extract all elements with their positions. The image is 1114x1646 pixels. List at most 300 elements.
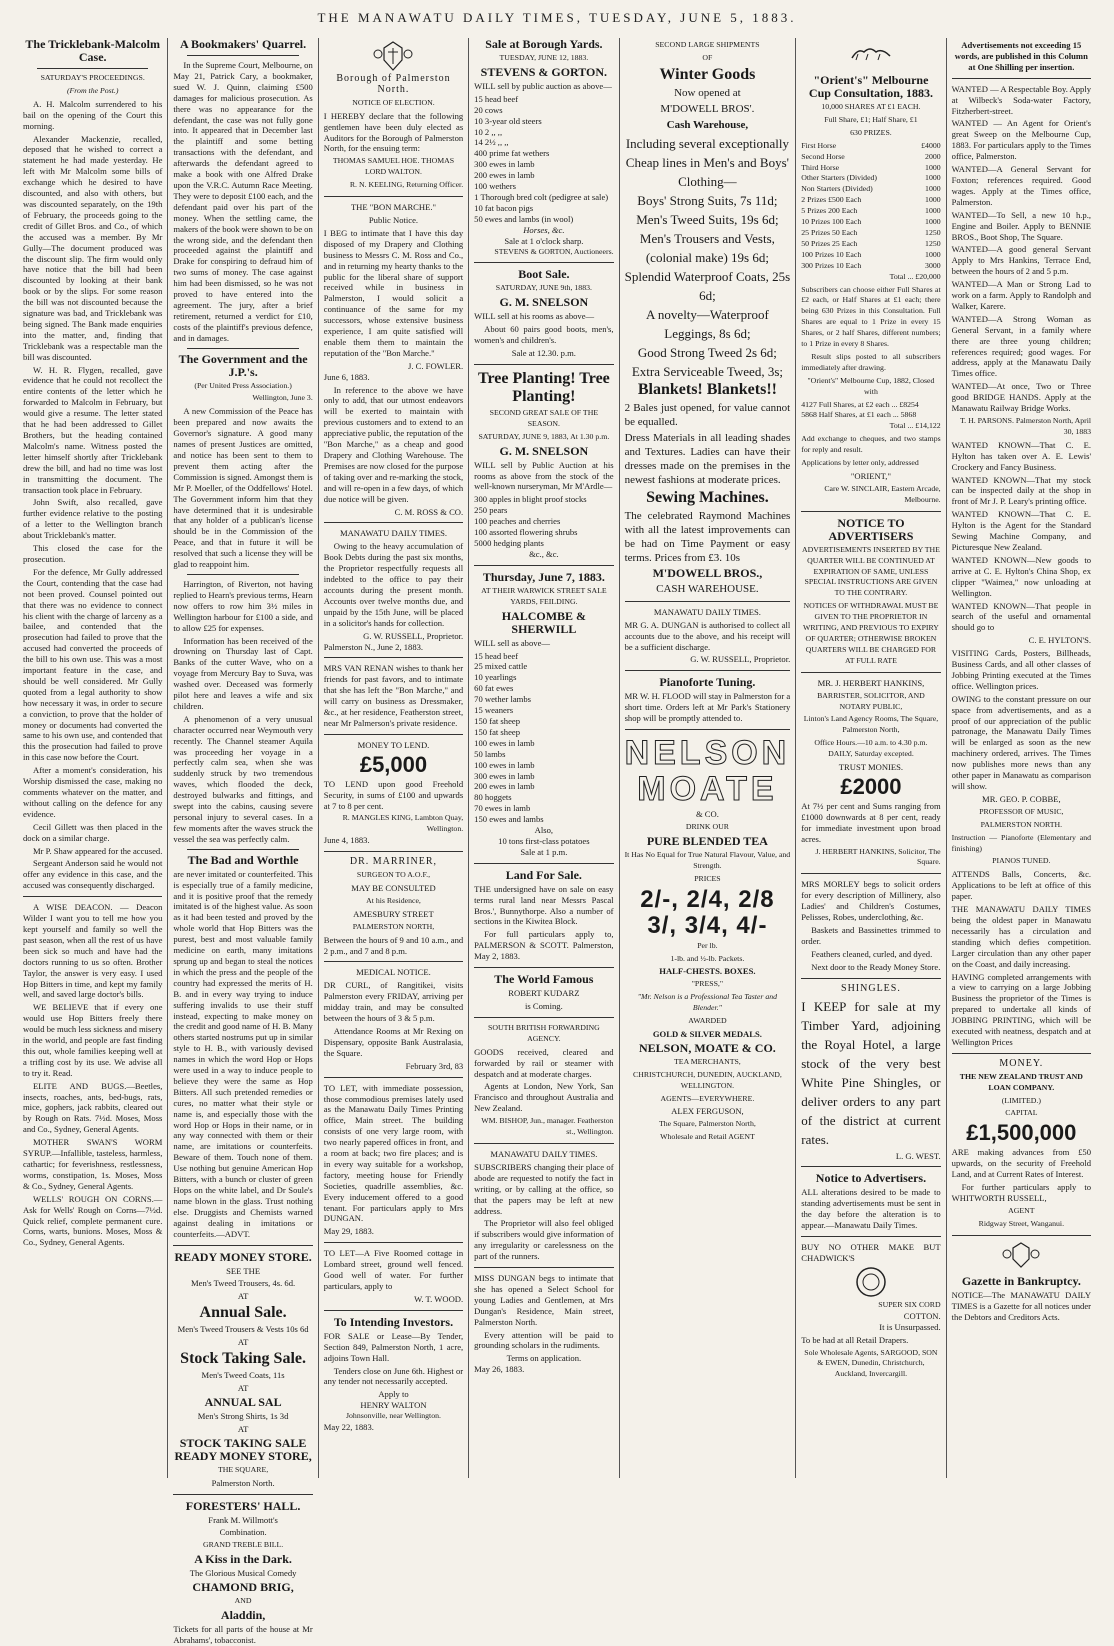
paragraph: BUY NO OTHER MAKE BUT CHADWICK'S xyxy=(801,1242,941,1263)
list-item: 400 prime fat wethers xyxy=(474,148,550,159)
column-5 xyxy=(620,38,797,1478)
ad-line: PRICES xyxy=(694,873,721,883)
classified-ad: WANTED — A Respectable Boy. Apply at Wilbeck's Soda-water Factory, Fitzherbert-street. xyxy=(951,83,1092,116)
masthead xyxy=(0,0,1114,38)
paragraph: For full particulars apply to, PALMERSON & SCOTT. Palmerston, May 2, 1883. xyxy=(474,929,614,962)
paragraph: The celebrated Raymond Machines with all the latest improvements can be had on Time Payment or easy terms. Prices from £3. 10s xyxy=(624,509,791,564)
paragraph: Applications by letter only, addressed xyxy=(801,458,919,468)
ad-heading: STEVENS & GORTON. xyxy=(480,64,608,79)
ad-line: Office Hours.—10 a.m. to 4.30 p.m. DAILY, Saturday excepted. xyxy=(814,738,928,759)
prize-label: 50 Prizes 25 Each xyxy=(801,238,858,248)
date: Palmerston N., June 2, 1883. xyxy=(323,641,424,652)
article-title: The Tricklebank-Malcolm Case. xyxy=(25,37,160,64)
article-title: The Bad and Worthle xyxy=(187,852,299,867)
ad-heading: MEDICAL NOTICE. xyxy=(356,967,431,978)
ad-line: A novelty—Waterproof Leggings, 8s 6d; xyxy=(646,306,769,341)
ad-line: Apply to xyxy=(378,1389,409,1400)
table-row xyxy=(801,261,940,272)
prize-amount: 3000 xyxy=(925,260,941,270)
paragraph: John Swift, also recalled, gave further evidence relative to the posting of a letter to the Wellington branch about Tricklebank's matter. xyxy=(23,497,163,541)
paragraph: For the defence, Mr Gully addressed the Court, contending that the case had not been proved. Counsel pointed out that there was no evidence to connect his client with the charge of larceny as a bailee, and contended that the prosecution had failed to prove that the accused had converted the proceeds of the bill to his own use. This was a most important feature in the case, and should be well considered. Mr Gully quoted from a legal authority to show how necessary it was, in order to secure a conviction, to prove that the holder of money or documents had converted the same to his own use, and contended that this the prosecution had failed to prove in this case now before the Court. xyxy=(23,566,163,763)
ad-heading: THE "BON MARCHE." xyxy=(350,202,437,213)
ad-amount: £5,000 xyxy=(359,751,428,777)
ad-heading: G. M. SNELSON xyxy=(499,295,589,310)
ad-heading: NELSON, MOATE & CO. xyxy=(639,1040,776,1055)
ad-heading: Tree Planting! Tree Planting! xyxy=(477,369,610,405)
ad-heading: READY MONEY STORE. xyxy=(174,1249,312,1264)
list-item: 150 fat sheep xyxy=(474,715,520,726)
ad-heading: FORESTERS' HALL. xyxy=(185,1498,301,1513)
ad-heading: Aladdin, xyxy=(220,1608,266,1623)
paragraph: MOTHER SWAN'S WORM SYRUP.—Infallible, tasteless, harmless, cathartic; for feverishness, restlessness, worms, constipation, 1s. Moses, Moss & Co., Sydney, General Agents. xyxy=(23,1137,163,1191)
article-title: The Government and the J.P.'s. xyxy=(178,351,308,379)
paragraph: MRS VAN RENAN wishes to thank her friends for past favors, and to intimate that she has left the "Bon Marche," and will carry on business as Dressmaker, &c., at her residence, Featherston street, near Mr Palmerson's private residence. xyxy=(323,663,464,728)
table-row xyxy=(801,152,940,163)
ad-line: AWARDED xyxy=(688,1016,727,1026)
ad-heading: To Intending Investors. xyxy=(333,1314,454,1329)
ad-heading: MONEY. xyxy=(999,1057,1044,1069)
ad-heading: Pianoforte Tuning. xyxy=(659,675,756,690)
paragraph: WILL sell at his rooms as above— xyxy=(474,311,595,322)
ad-line: 4127 Full Shares, at £2 each ... £8254 xyxy=(801,399,919,409)
ad-line: Full Share, £1; Half Share, £1 xyxy=(824,114,918,124)
signature: L. G. WEST. xyxy=(895,1150,941,1161)
prize-table xyxy=(801,141,940,272)
ad-heading: MONEY TO LEND. xyxy=(357,739,430,750)
ad-line: SUPER SIX CORD xyxy=(878,1299,941,1309)
ad-line: 10,000 SHARES AT £1 EACH. xyxy=(821,102,921,111)
item-list xyxy=(474,494,613,549)
signature: J. C. FOWLER. xyxy=(408,360,464,371)
ad-logo: NELSON xyxy=(624,734,791,773)
paragraph: WILL sell by Public Auction at his rooms as above from the stock of the well-known nurseryman, Mr M'Ardle— xyxy=(474,459,614,492)
paragraph: A WISE DEACON. — Deacon Wilder I want you to tell me how you kept yourself and family so well the past season, when all the rest of us have been sick so much and have had the doctors running to us so often. Brother Taylor, the answer is very easy. I used Hop Bitters in time, and kept my family well, and saved large doctor's bills. xyxy=(23,902,163,1000)
paragraph: Alexander Mackenzie, recalled, deposed that he wished to correct a statement he had made yesterday. He left with Mr Malcolm some bills of exchange which he desired to have discounted, and also with others, but was discounted separately, on the 19th of February, the proceeds going to the credit of Gillet Bros. and Co., of which the accused was a member. By Mr Gully—The document produced was the discount slip. The firm would only have notice that the bill had been discounted by looking at their bank book or by the slips. For some reason the bill was not discounted because the signature was bad, and Tricklebank was being signed. The Bank made enquiries into the matter, and, finding that Tricklebank was a respectable man the bill was discounted. xyxy=(23,133,163,362)
classified-ad: WANTED KNOWN—New goods to arrive at C. E. Hylton's China Shop, ex clipper "Waimea," now unloading at Wellington. xyxy=(951,554,1092,598)
column-2 xyxy=(168,37,318,1645)
ad-line: The Glorious Musical Comedy xyxy=(189,1568,297,1579)
ad-line: AT xyxy=(237,1291,249,1302)
classified-ad: WANTED—A good general Servant Apply to Mrs Hankins, Terrace End, between the hours of 2 and 5 p.m. xyxy=(951,244,1092,277)
column-7 xyxy=(947,38,1096,1478)
paragraph: Mr P. Shaw appeared for the accused. xyxy=(33,845,163,856)
paragraph: TO LEND upon good Freehold Security, in sums of £100 and upwards at 7 to 8 per cent. xyxy=(323,778,464,811)
ad-line: Combination. xyxy=(219,1527,267,1538)
paragraph: DR CURL, of Rangitikei, visits Palmerston every FRIDAY, arriving per midday train, and may be consulted between the hours of 3 & 5 p.m. xyxy=(323,980,464,1024)
list-item: 25 mixed cattle xyxy=(474,661,528,672)
list-item: 60 fat ewes xyxy=(474,683,514,694)
paragraph: GOODS received, cleared and forwarded by rail or steamer with despatch and at moderate charges. xyxy=(474,1046,614,1079)
list-item: 14 2½ ,, ,, xyxy=(474,137,509,148)
prize-label: Second Horse xyxy=(801,151,845,161)
prize-label: 25 Prizes 50 Each xyxy=(801,227,858,237)
ad-line: "Mr. Nelson is a Professional Tea Taster and Blender." xyxy=(637,992,778,1013)
paragraph: Owing to the heavy accumulation of Book Debts during the past six months, the Proprietor respectfully requests all indebted to the office to pay their accounts during the present month. Accounts over twelve months due, and unpaid by the 15th June, will be placed in a solicitor's hands for collection. xyxy=(323,541,464,628)
ad-line: Horses, &c. xyxy=(523,224,565,235)
paragraph: Feathers cleaned, curled, and dyed. xyxy=(811,948,933,959)
ad-heading: SOUTH BRITISH FORWARDING AGENCY. xyxy=(487,1022,600,1043)
ad-line: Terms on application. xyxy=(506,1353,582,1364)
paragraph: To be had at all Retail Drapers. xyxy=(801,1334,909,1345)
paragraph: Attendance Rooms at Mr Rexing on Dispensary, opposite Bank Australasia, the Square. xyxy=(323,1025,464,1058)
paragraph: 2 Bales just opened, for value cannot be equalled. xyxy=(624,401,791,428)
column-6 xyxy=(796,38,946,1478)
ad-line: PALMERSTON NORTH, xyxy=(352,921,435,931)
paragraph: FOR SALE or Lease—By Tender, Section 849, Palmerston North, 1 acre, adjoins Town Hall. xyxy=(323,1330,464,1363)
ad-heading: A Kiss in the Dark. xyxy=(194,1552,292,1567)
paragraph: NOTICES OF WITHDRAWAL MUST BE GIVEN TO THE PROPRIETOR IN WRITING, AND PREVIOUS TO EXPIRY OF QUARTER; OTHERWISE BROKEN QUARTERS WILL BE CHARGED FOR AT FULL RATE xyxy=(802,601,939,665)
ad-line: SECOND GREAT SALE OF THE SEASON. xyxy=(489,407,599,428)
paragraph: A new Commission of the Peace has been prepared and now awaits the Governor's signature. A good many names of present Justices are omitted, and notice has been sent to them to prevent them acting after the Commission is signed. Amongst them is Mr P. Moeller, of the Oddfellows' Hotel. The Government inform him that they have determined that it is undesirable that any holder of a publican's license should be in the Commission of the Peace, and that in future it will be resolved that such a license they will be glad to reappoint him. xyxy=(173,406,313,570)
classified-ad: WANTED—A Man or Strong Lad to work on a farm. Apply to Randolph and Walker, Karere. xyxy=(951,279,1092,311)
ad-line: Frank M. Willmott's xyxy=(208,1514,278,1525)
ad-line: Also, xyxy=(534,825,554,836)
prize-amount: 1250 xyxy=(925,227,941,237)
ad-heading: Public Notice. xyxy=(368,214,419,225)
list-item: 15 head beef xyxy=(474,650,519,661)
ad-line: AT THEIR WARWICK STREET SALE YARDS, FEILDING. xyxy=(481,585,607,606)
ad-line: "PRESS," xyxy=(691,979,724,989)
ad-heading: DR. MARRINER, xyxy=(349,856,438,868)
date: June 4, 1883. xyxy=(323,835,370,846)
paragraph: TO LET—A Five Roomed cottage in Lombard street, ground well fenced. Good well of water. For further particulars, apply to xyxy=(323,1248,464,1291)
ad-line: M'DOWELL BROS'. xyxy=(660,102,755,115)
ad-line: DRINK OUR xyxy=(685,821,729,831)
ad-line: 630 PRIZES. xyxy=(850,127,892,137)
ad-line: Per lb. xyxy=(697,940,718,950)
ad-line: "ORIENT," xyxy=(850,471,891,481)
price-line: 2/-, 2/4, 2/8 xyxy=(640,885,775,913)
paragraph: ALL alterations desired to be made to standing advertisements must be sent in the day before the alteration is to appear.—Manawatu Daily Times. xyxy=(801,1187,941,1231)
classified-ad: WANTED KNOWN—That C. E. Hylton is the Agent for the Standard Sewing Machine Company, and Picturesque New Zealand. xyxy=(951,509,1092,552)
paragraph: At 7½ per cent and Sums ranging from £1000 downwards at 8 per cent, ready for immediate investment upon broad acres. xyxy=(801,800,941,844)
prize-amount: 1000 xyxy=(925,249,941,259)
paragraph: SUBSCRIBERS changing their place of abode are requested to notify the fact in writing, or by calling at the office, so that the papers may be left at new address. xyxy=(474,1161,614,1216)
horse-race-icon xyxy=(850,40,892,72)
signature: Care W. SINCLAIR, Eastern Arcade, Melbourne. xyxy=(824,483,941,504)
list-item: 10 fat bacon pigs xyxy=(474,202,534,213)
paragraph: Tenders close on June 6th. Highest or any tender not necessarily accepted. xyxy=(323,1365,464,1387)
ad-heading: MANAWATU DAILY TIMES. xyxy=(339,528,447,539)
list-item: 250 pears xyxy=(474,505,508,516)
ad-amount: £2000 xyxy=(840,773,902,799)
table-row xyxy=(801,228,940,239)
ad-line: Men's Tweed Suits, 19s 6d; xyxy=(636,211,779,227)
ad-line: Extra Serviceable Tweed, 3s; xyxy=(631,363,783,379)
ad-heading: Winter Goods xyxy=(659,65,756,83)
price-line: 3/, 3/4, 4/- xyxy=(647,911,768,939)
ad-heading: Blankets! Blankets!! xyxy=(637,380,777,398)
prize-amount: 1000 xyxy=(925,162,941,172)
ad-line: Good Strong Tweed 2s 6d; xyxy=(637,344,777,360)
list-item: 100 wethers xyxy=(474,181,516,192)
ad-line: Johnsonville, near Wellington. xyxy=(346,1411,441,1421)
signature: C. M. ROSS & CO. xyxy=(394,506,464,517)
classified-ad: ATTENDS Balls, Concerts, &c. Applications to be left at office of this paper. xyxy=(951,869,1092,902)
column-1 xyxy=(18,38,168,1478)
ad-heading: Stock Taking Sale. xyxy=(180,1350,306,1368)
paragraph: A. H. Malcolm surrendered to his bail on the opening of the Court this morning. xyxy=(23,98,163,131)
ad-line: AT xyxy=(237,1382,249,1393)
paragraph: Subscribers can choose either Full Shares at £2 each, or Half Shares at £1 each; there being 630 Prizes in this Consultation. Full Shares are equal to 1 Prize in every 15 Shares, or 2 half Shares, different numbers; to 1 Prize in every 8 Shares. xyxy=(801,284,941,349)
paragraph: Sergeant Anderson said he would not offer any evidence in this case, and the accused was consequently discharged. xyxy=(23,858,163,891)
ad-heading: Land For Sale. xyxy=(505,867,582,882)
ad-line: CASH WAREHOUSE. xyxy=(656,582,759,595)
list-item: 70 ewes in lamb xyxy=(474,803,531,814)
ad-heading: MANAWATU DAILY TIMES. xyxy=(653,606,761,617)
prize-label: 5 Prizes 200 Each xyxy=(801,206,858,216)
classified-ad: WANTED KNOWN—That C. E. Hylton has taken over A. E. Lewis' Crockery and Fancy Business. xyxy=(951,439,1092,472)
paragraph: MR W. H. FLOOD will stay in Palmerston for a short time. Orders left at Mr Park's Stationery shop will be promptly attended to. xyxy=(624,691,791,724)
classified-ad: WANTED—At once, Two or Three good BRIDGE HANDS. Apply at the Manawatu Railway Bridge Works. xyxy=(951,381,1092,414)
paragraph: After a moment's consideration, his Worship dismissed the case, making no comments whatever on the matter, and without calling on the defence for any evidence. xyxy=(23,765,163,819)
ad-heading: The World Famous xyxy=(494,972,594,987)
signature: W. T. WOOD. xyxy=(414,1293,464,1304)
ad-line: Palmerston North. xyxy=(211,1477,275,1488)
ad-line: OF xyxy=(702,52,713,62)
masthead-title: THE MANAWATU DAILY TIMES, TUESDAY, JUNE 5, 1883. xyxy=(317,10,797,25)
ad-line: SURGEON TO A.O.F., xyxy=(356,870,431,880)
prize-amount: 1250 xyxy=(925,238,941,248)
table-row xyxy=(801,141,940,152)
ad-line: BARRISTER, SOLICITOR, AND NOTARY PUBLIC, xyxy=(817,690,925,711)
list-item: 200 ewes in lamb xyxy=(474,781,535,792)
classified-ad: WANTED—A Strong Woman as General Servant, in a family where there are three young children; references required; good wages. For address, apply at the Manawatu Daily Times office. xyxy=(951,313,1092,379)
ad-heading: SHINGLES. xyxy=(841,982,901,994)
date: June 6, 1883. xyxy=(323,371,370,382)
prize-label: First Horse xyxy=(801,140,837,150)
table-row xyxy=(801,250,940,261)
ad-line: &c., &c. xyxy=(529,548,559,559)
paragraph: WE BELIEVE that if every one would use Hop Bitters freely there would be much less sickness and misery in the world, and people are fast finding this out, whole families keeping well at a trifling cost by its use. We advise all to try it. Read. xyxy=(23,1002,163,1078)
list-item: 200 ewes in lamb xyxy=(474,170,535,181)
paragraph: THE undersigned have on sale on easy terms rural land near Messrs Pascal Bros.', Bunnythorpe. Also a number of sections in the Kiwitea Block. xyxy=(474,883,614,927)
column-3 xyxy=(319,38,469,1478)
ad-line: (LIMITED.) xyxy=(1001,1095,1041,1105)
article-title: A Bookmakers' Quarrel. xyxy=(180,37,307,51)
ad-logo: MOATE xyxy=(637,770,778,809)
ad-heading: NOTICE TO ADVERTISERS xyxy=(828,515,914,543)
article-subtitle: SATURDAY'S PROCEEDINGS. xyxy=(40,73,145,82)
ad-heading: Boot Sale. xyxy=(518,267,570,282)
paragraph: MRS MORLEY begs to solicit orders for every description of Millinery, also Ladies' and Children's Costumes, Pelisses, Robes, underclothing, &c. xyxy=(801,879,941,923)
paragraph: I HEREBY declare that the following gentlemen have been duly elected as Auditors for the Borough of Palmerston North, for the ensuing term: xyxy=(323,110,464,154)
ad-line: ROBERT KUDARZ xyxy=(508,988,580,999)
table-row xyxy=(801,195,940,206)
ad-heading: STOCK TAKING SALE xyxy=(179,1435,307,1450)
ad-line: THE NEW ZEALAND TRUST AND LOAN COMPANY. xyxy=(959,1071,1083,1092)
prize-label: Non Starters (Divided) xyxy=(801,184,873,194)
ad-line: COTTON. xyxy=(903,1310,941,1321)
paragraph: The Proprietor will also feel obliged if subscribers would give information of any irregularity or carelessness on the part of the runners. xyxy=(474,1218,614,1262)
prize-label: 2 Prizes £500 Each xyxy=(801,195,862,205)
paragraph: WILL sell by public auction as above— xyxy=(474,80,612,91)
signature: WM. BISHOP, Jun., manager. Featherston st., Wellington. xyxy=(481,1116,614,1137)
date: May 22, 1883. xyxy=(323,1422,374,1433)
paragraph: I BEG to intimate that I have this day disposed of my Drapery and Clothing business to Messrs C. M. Ross and Co., and in returning my hearty thanks to the public for the liberal share of support received while in business in Palmerston, I would solicit a continuance of the same for my successors, whose extensive business experience, I am quite satisfied will enable them them to maintain the reputation of the "Bon Marche." xyxy=(323,227,464,358)
ad-heading: MR. GEO. P. COBBE, xyxy=(982,793,1061,804)
list-item: 100 peaches and cherries xyxy=(474,516,561,527)
ad-heading: Sewing Machines. xyxy=(646,488,769,506)
prize-label: 100 Prizes 10 Each xyxy=(801,249,862,259)
ad-line: Including several exceptionally Cheap lines in Men's and Boys' Clothing— xyxy=(625,135,789,189)
list-item: 15 head beef xyxy=(474,93,519,104)
ad-line: Sale at 1 o'clock sharp. xyxy=(504,235,584,246)
signature: J. HERBERT HANKINS, Solicitor, The Square. xyxy=(815,846,941,867)
prize-label: 10 Prizes 100 Each xyxy=(801,217,862,227)
ad-line: SEE THE xyxy=(226,1265,261,1276)
list-item: 5000 hedging plants xyxy=(474,538,544,548)
paragraph: Instruction — Pianoforte (Elementary and finishing) xyxy=(951,832,1092,853)
ad-heading: MANAWATU DAILY TIMES. xyxy=(490,1148,598,1159)
ad-line: TUESDAY, JUNE 12, 1883. xyxy=(499,53,589,62)
ad-line: THOMAS SAMUEL HOE. THOMAS LORD WALTON. xyxy=(332,156,455,177)
ad-line: Splendid Waterproof Coats, 25s 6d; xyxy=(624,268,791,303)
ad-line: is Coming. xyxy=(525,1001,563,1011)
list-item: 1 Thorough bred colt (pedigree at sale) xyxy=(474,191,609,202)
prize-total: Total ... £20,000 xyxy=(889,271,941,281)
article-source: (From the Post.) xyxy=(66,85,119,95)
paragraph: Baskets and Bassinettes trimmed to order. xyxy=(801,925,941,946)
ad-line: & CO. xyxy=(695,809,719,820)
list-item: 70 wether lambs xyxy=(474,694,531,705)
ad-line: SATURDAY, JUNE 9th, 1883. xyxy=(495,283,592,293)
ad-line: Sale at 12.30. p.m. xyxy=(511,348,576,359)
ad-line: AMESBURY STREET xyxy=(353,908,434,919)
classified-ad: WANTED — An Agent for Orient's great Sweep on the Melbourne Cup, 1883. For particulars apply to the Times office, Palmerston. xyxy=(951,118,1092,162)
ad-line: Boys' Strong Suits, 7s 11d; xyxy=(637,192,778,208)
ad-heading: "Orient's" Melbourne Cup Consultation, 1883. xyxy=(808,73,933,100)
ad-line: PIANOS TUNED. xyxy=(992,856,1051,866)
ad-line: Men's Tweed Coats, 11s xyxy=(201,1370,285,1381)
ad-line: It Has No Equal for True Natural Flavour, Value, and Strength. xyxy=(624,849,791,870)
signature: STEVENS & GORTON, Auctioneers. xyxy=(494,246,614,256)
list-item: 100 assorted flowering shrubs xyxy=(474,527,578,538)
paragraph: W. H. R. Flygen, recalled, gave evidence that he could not recollect the entire contents of the letter which he forwarded to Malcolm in February, but would give a resume. The letter stated that he had been addressed to Gillet Brothers, but the heading contained Malcolm's name. Witness posted the letter himself shortly after Tricklebank drew the bill, and had no time was lost in transmitting the document. The transaction took place in February. xyxy=(23,364,163,495)
date: May 29, 1883. xyxy=(323,1226,374,1237)
paragraph: TO LET, with immediate possession, those commodious premises lately used as the Manawatu Daily Times Printing office, Main street. The building consists of one very large room, with two nearly papered offices in front, and a room at back; two fire places; and is in every way suitable for a workshop, factory, meeting house for Friendly Societies, quadrille assemblies, &c. Every inducement offered to a good tenant. For particulars apply to Mrs DUNGAN. xyxy=(323,1082,464,1224)
column-4 xyxy=(469,38,619,1478)
ad-line: Linton's Land Agency Rooms, The Square, Palmerston North, xyxy=(803,714,939,735)
paragraph: ELITE AND BUGS.—Beetles, insects, roaches, ants, bed-bugs, rats, mice, gophers, jack rabbits, cleared out by Rough on Rats. 7½d. Moses, Moss and Co., Sydney, General Agents. xyxy=(23,1080,163,1135)
ad-heading: Sale at Borough Yards. xyxy=(485,37,603,51)
list-item: 100 ewes in lamb xyxy=(474,737,535,748)
ad-line: Men's Tweed Trousers & Vests 10s 6d xyxy=(177,1324,309,1335)
ad-line: Men's Trousers and Vests, (colonial make) 19s 6d; xyxy=(639,230,775,265)
paragraph: Sole Wholesale Agents, SARGOOD, SON & EWEN, Dunedin, Christchurch, Auckland, Invercargill. xyxy=(804,1347,938,1379)
ad-heading: CHAMOND BRIG, xyxy=(192,1580,294,1595)
ad-line: Cash Warehouse, xyxy=(666,118,749,131)
list-item: 300 ewes in lamb xyxy=(474,159,535,170)
ad-line: AT xyxy=(237,1337,249,1348)
ad-line: Total ... £14,122 xyxy=(889,421,941,431)
prize-amount: 1000 xyxy=(925,206,941,216)
ad-line: Ridgway Street, Wanganui. xyxy=(978,1218,1065,1228)
table-row xyxy=(801,206,940,217)
ad-heading: TRUST MONIES. xyxy=(838,762,904,773)
ad-heading: Borough of Palmerston North. xyxy=(336,73,451,95)
dateline: Wellington, June 3. xyxy=(252,393,313,403)
classified-ad: WANTED—A General Servant for Foxton; references required. Good wages. Apply at the Times office, Palmerston. xyxy=(951,164,1092,207)
prize-label: Other Starters (Divided) xyxy=(801,173,878,183)
list-item: 10 3-year old steers xyxy=(474,115,542,126)
coat-of-arms-icon xyxy=(372,40,414,72)
ad-line: PROFESSOR OF MUSIC, xyxy=(979,806,1064,816)
paragraph: Cecil Gillett was then placed in the dock on a similar charge. xyxy=(23,821,163,843)
list-item: 80 hoggets xyxy=(474,792,512,803)
prize-amount: 1000 xyxy=(925,195,941,205)
list-item: 10 yearlings xyxy=(474,672,517,683)
classified-ad: WANTED KNOWN—That people in search of the useful and ornamental should go to xyxy=(951,600,1092,633)
ad-line: Wholesale and Retail AGENT xyxy=(660,1132,755,1142)
ad-line: Men's Strong Shirts, 1s 3d xyxy=(197,1410,289,1421)
ad-line: Now opened at xyxy=(674,86,741,99)
ad-line: CHRISTCHURCH, DUNEDIN, AUCKLAND, WELLINGTON. xyxy=(633,1069,782,1090)
coat-of-arms-icon xyxy=(1000,1241,1042,1273)
list-item: 50 lambs xyxy=(474,748,506,759)
classified-ad: WANTED KNOWN—That my stock can be inspected daily at the shop in front of Mr J. P. Leary's printing office. xyxy=(951,474,1092,507)
table-row xyxy=(801,173,940,184)
paragraph: Dress Materials in all leading shades and Textures. Ladies can have their dresses made on the premises in the newest fashions at moderate prices. xyxy=(624,431,791,486)
table-row xyxy=(801,163,940,174)
ad-line: AND xyxy=(234,1596,252,1606)
paragraph: Information has been received of the drowning on Thursday last of Capt. Banks of the cutter Wave, who on a voyage from Mercury Bay to Suva, was washed over. Deceased was formerly pilot here and leaves a wife and six children. xyxy=(173,635,313,711)
signature: T. H. PARSONS. Palmerston North, April 30, 1883 xyxy=(959,416,1092,436)
classified-ad: VISITING Cards, Posters, Billheads, Business Cards, and all other classes of Jobbing Printing executed at the Times office. Wellington prices. xyxy=(951,648,1092,691)
prize-amount: 1000 xyxy=(925,217,941,227)
paragraph: In the Supreme Court, Melbourne, on May 21, Patrick Cary, a bookmaker, sued W. J. Quinn, claiming £500 damages for malicious prosecution. As there was no appearance for the defendant, the case was not fully gone into. It appeared that in December last the plaintiff and some betting transactions with the defendant, and afterwards the defendant agreed to make a book with one Alfred Drake upon the V.R.C. Autumn Race Meeting. They were to deposit £100 each, and the defendant paid over his part of the money. When the settling came, the makers of the book were shown to be on the wrong side, and the defendant then proceeded against the plaintiff and Drake for conspiring to defraud him of two sums of money. The case against him had been dismissed, so he was not proved to have entered into the agreement. The jury, after a brief retirement, returned a verdict for £10, costs of the plaintiff's previous defence, and in damages. xyxy=(173,60,313,343)
ad-heading: Thursday, June 7, 1883. xyxy=(482,569,605,584)
list-item: 20 cows xyxy=(474,104,503,115)
ad-line: THE SQUARE, xyxy=(217,1464,269,1474)
paragraph: Add exchange to cheques, and two stamps for reply and result. xyxy=(801,434,941,455)
paragraph: ARE making advances from £50 upwards, on the security of Freehold Land, and at Current Rates of Interest. xyxy=(951,1147,1092,1180)
ad-line: HALF-CHESTS. BOXES. xyxy=(659,966,756,977)
ad-line: At his Residence, xyxy=(366,895,421,905)
classified-ad: THE MANAWATU DAILY TIMES being the oldest paper in Manawatu necessarily has a circulation and standing which defies competition. Larger circulation than any other paper on the Coast, and daily increasing. xyxy=(951,904,1092,969)
ad-line: MAY BE CONSULTED xyxy=(351,883,436,893)
ad-line: NOTICE OF ELECTION. xyxy=(352,97,435,107)
ad-line: SATURDAY, JUNE 9, 1883, At 1.30 p.m. xyxy=(478,431,610,441)
list-item: 15 weaners xyxy=(474,705,514,716)
prize-label: Third Horse xyxy=(801,162,840,172)
list-item: 50 ewes and lambs (in wool) xyxy=(474,213,574,224)
paragraph: Between the hours of 9 and 10 a.m., and 2 p.m., and 7 and 8 p.m. xyxy=(323,934,464,956)
table-row xyxy=(801,217,940,228)
paragraph: A phenomenon of a very unusual character occurred near Weymouth very recently. The Channel steamer Aquila was proceeding her voyage in a perfectly calm sea, when she was suddenly struck by two tremendous waves, which flooded the deck, destroyed bulwarks and fittings, and swept into the cabins, causing severe personal injury to several cases. In a few moments after the waves struck the vessel the sea was perfectly calm. xyxy=(173,713,313,844)
ad-heading: Annual Sale. xyxy=(199,1304,287,1322)
list-item: 10 2 ,, ,, xyxy=(474,126,503,137)
paragraph: This closed the case for the prosecution. xyxy=(23,543,163,564)
ad-heading: MR. J. HERBERT HANKINS, xyxy=(817,677,925,688)
list-item: 300 apples in blight proof stocks xyxy=(474,494,587,505)
paragraph: MISS DUNGAN begs to intimate that she has opened a Select School for young Ladies and Gentlemen, at Mrs Dungan's Residence, Main street, Palmerston North. xyxy=(474,1273,614,1327)
paragraph: For further particulars apply to WHITWORTH RUSSELL, xyxy=(951,1182,1092,1203)
paragraph: WELLS' ROUGH ON CORNS.—Ask for Wells' Rough on Corns—7½d. Quick relief, complete permanent cure. Corns, warts, bunions. Moses, Moss & Co., Sydney, General Agents. xyxy=(23,1193,163,1248)
list-item: 100 ewes in lamb xyxy=(474,759,535,770)
ad-line: GRAND TREBLE BILL. xyxy=(202,1540,284,1550)
ad-heading: HALCOMBE & SHERWILL xyxy=(501,608,587,636)
ad-heading: ANNUAL SAL xyxy=(204,1394,282,1409)
paragraph: WILL sell as above— xyxy=(474,637,550,648)
article-source: (Per United Press Association.) xyxy=(194,380,292,390)
ad-line: 10 tons first-class potatoes xyxy=(498,835,590,846)
paragraph: NOTICE—The MANAWATU DAILY TIMES is a Gazette for all notices under the Debtors and Creditors Acts. xyxy=(951,1289,1092,1322)
paragraph: Tickets for all parts of the house at Mr Abrahams', tobacconist. xyxy=(173,1624,313,1645)
ad-line: CAPITAL xyxy=(1005,1108,1038,1118)
list-item: 300 ewes in lamb xyxy=(474,770,535,781)
signature: R. N. KEELING, Returning Officer. xyxy=(349,180,464,190)
